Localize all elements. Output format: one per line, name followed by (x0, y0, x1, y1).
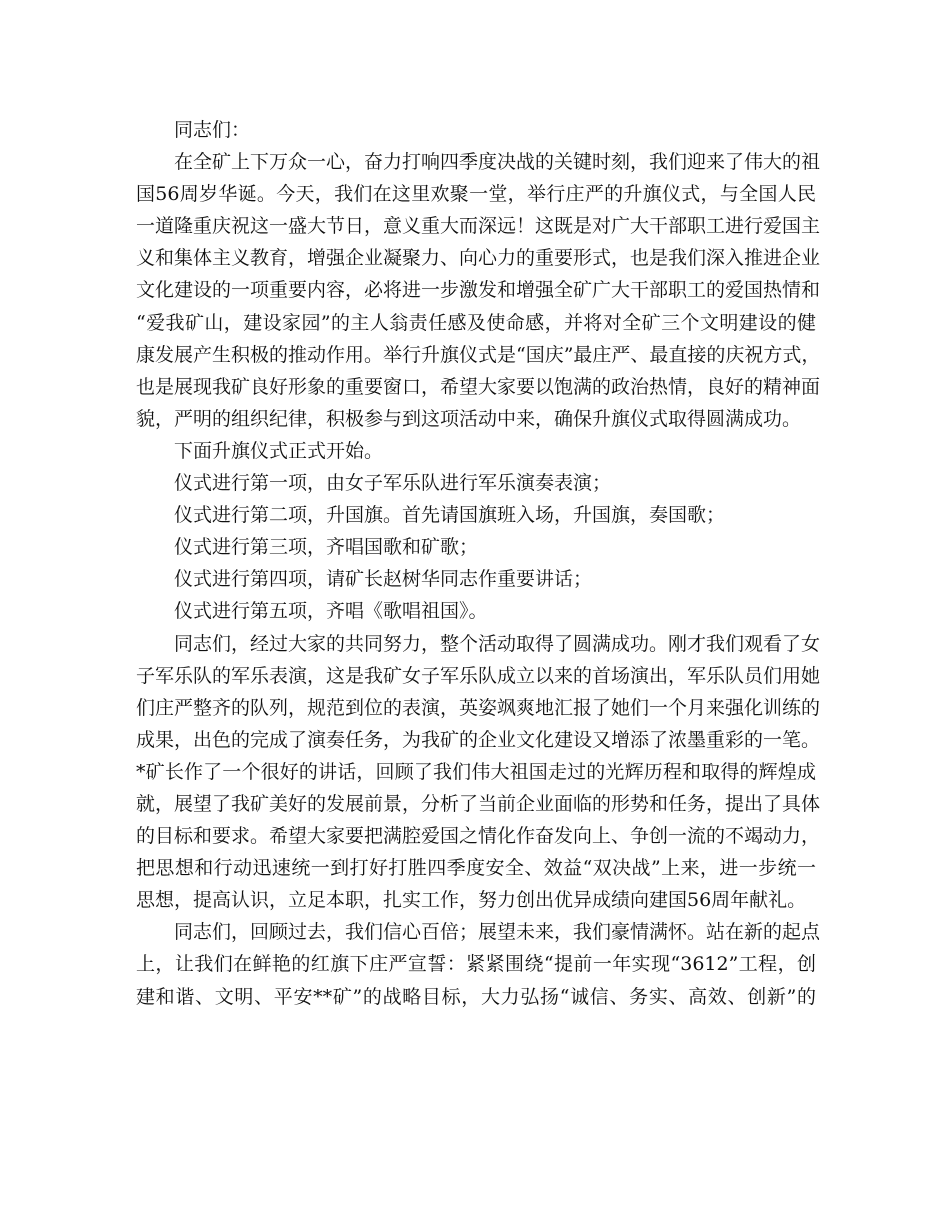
document-body (136, 114, 821, 1013)
text-line: 仪式进行第三项，齐唱国歌和矿歌； (174, 536, 479, 559)
text-line: 貌，严明的组织纪律，积极参与到这项活动中来，确保升旗仪式取得圆满成功。 (136, 407, 802, 430)
text-line: 下面升旗仪式正式开始。 (174, 439, 384, 462)
paragraph (136, 595, 816, 627)
text-line: 子军乐队的军乐表演，这是我矿女子军乐队成立以来的首场演出，军乐队员们用她 (136, 664, 821, 687)
paragraph (136, 916, 821, 1012)
text-line: 仪式进行第四项，请矿长赵树华同志作重要讲话； (174, 568, 593, 591)
text-line: 也是展现我矿良好形象的重要窗口，希望大家要以饱满的政治热情，良好的精神面 (136, 375, 821, 398)
paragraph (136, 499, 816, 531)
text-line: 把思想和行动迅速统一到打好打胜四季度安全、效益“双决战”上来，进一步统一 (136, 857, 816, 880)
text-line: *矿长作了一个很好的讲话，回顾了我们伟大祖国走过的光辉历程和取得的辉煌成 (136, 760, 816, 783)
text-line: 同志们，经过大家的共同努力，整个活动取得了圆满成功。刚才我们观看了女 (174, 632, 821, 655)
text-line: 在全矿上下万众一心，奋力打响四季度决战的关键时刻，我们迎来了伟大的祖 (174, 151, 821, 174)
text-line: 仪式进行第二项，升国旗。首先请国旗班入场，升国旗，奏国歌； (174, 504, 726, 527)
text-line: 思想，提高认识，立足本职，扎实工作，努力创出优异成绩向建国56周年献礼。 (136, 889, 807, 912)
text-line: 仪式进行第五项，齐唱《歌唱祖国》。 (174, 600, 488, 623)
paragraph (136, 146, 821, 435)
text-line: 同志们，回顾过去，我们信心百倍；展望未来，我们豪情满怀。站在新的起点 (174, 921, 821, 944)
text-line: 建和谐、文明、平安**矿”的战略目标，大力弘扬“诚信、务实、高效、创新”的 (136, 985, 816, 1008)
text-line: 义和集体主义教育，增强企业凝聚力、向心力的重要形式，也是我们深入推进企业 (136, 247, 821, 270)
paragraph (136, 531, 816, 563)
paragraph (136, 563, 816, 595)
paragraph (136, 467, 816, 499)
text-line: 成果，出色的完成了演奏任务，为我矿的企业文化建设又增添了浓墨重彩的一笔。 (136, 728, 821, 751)
text-line: 上，让我们在鲜艳的红旗下庄严宣誓：紧紧围绕“提前一年实现“3612”工程，创 (136, 953, 816, 976)
text-line: 一道隆重庆祝这一盛大节日，意义重大而深远！这既是对广大干部职工进行爱国主 (136, 215, 821, 238)
paragraph (136, 628, 821, 917)
text-line: 国56周岁华诞。今天，我们在这里欢聚一堂，举行庄严的升旗仪式，与全国人民 (136, 183, 816, 206)
text-line: 的目标和要求。希望大家要把满腔爱国之情化作奋发向上、争创一流的不竭动力， (136, 825, 821, 848)
text-line: 文化建设的一项重要内容，必将进一步激发和增强全矿广大干部职工的爱国热情和 (136, 279, 821, 302)
paragraph (136, 435, 816, 467)
text-line: 同志们： (174, 119, 251, 141)
text-line: 康发展产生积极的推动作用。举行升旗仪式是“国庆”最庄严、最直接的庆祝方式， (136, 343, 821, 366)
text-line: 就，展望了我矿美好的发展前景，分析了当前企业面临的形势和任务，提出了具体 (136, 792, 821, 815)
text-line: 们庄严整齐的队列，规范到位的表演，英姿飒爽地汇报了她们一个月来强化训练的 (136, 696, 821, 719)
text-line: 仪式进行第一项，由女子军乐队进行军乐演奏表演； (174, 472, 612, 495)
text-line: “爱我矿山，建设家园”的主人翁责任感及使命感，并将对全矿三个文明建设的健 (136, 311, 816, 334)
paragraph (136, 114, 816, 146)
